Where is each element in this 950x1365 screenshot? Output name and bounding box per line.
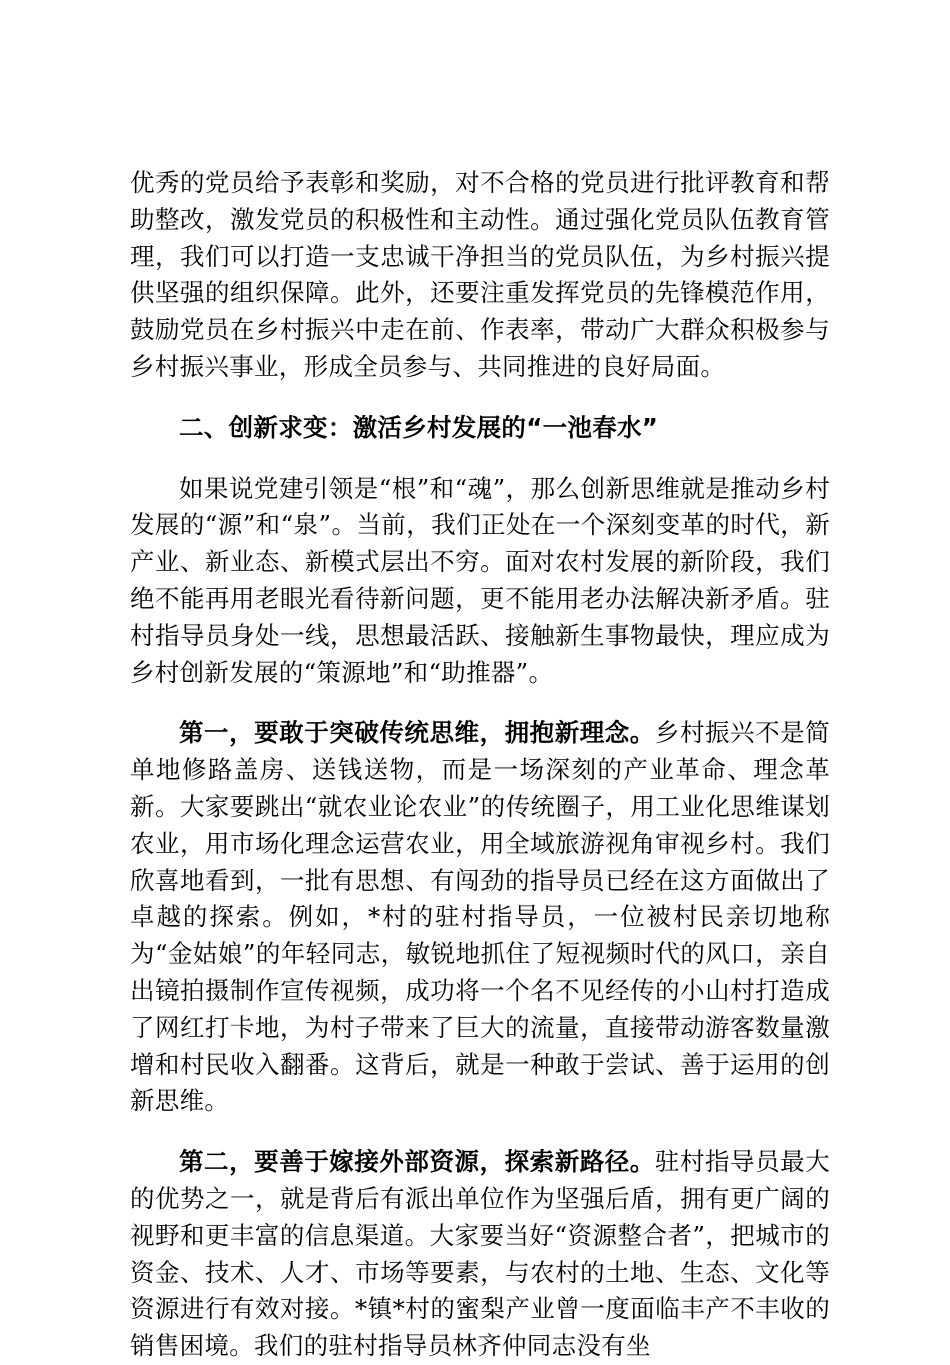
- paragraph-continued: 优秀的党员给予表彰和奖励，对不合格的党员进行批评教育和帮助整改，激发党员的积极性和主动性。通过强化党员队伍教育管理，我们可以打造一支忠诚干净担当的党员队伍，为乡村振兴提供坚强的组织保障。此外，还要注重发挥党员的先锋模范作用，鼓励党员在乡村振兴中走在前、作表率，带动广大群众积极参与乡村振兴事业，形成全员参与、共同推进的良好局面。: [130, 168, 830, 381]
- section-heading: 二、创新求变：激活乡村发展的“一池春水”: [179, 412, 659, 442]
- point-1-body: 乡村振兴不是简单地修路盖房、送钱送物，而是一场深刻的产业革命、理念革新。大家要跳出“就农业论农业”的传统圈子，用工业化思维谋划农业，用市场化理念运营农业，用全域旅游视角审视乡村。我们欣喜地看到，一批有思想、有闯劲的指导员已经在这方面做出了卓越的探索。例如，*村的驻村指导员，一位被村民亲切地称为“金姑娘”的年轻同志，敏锐地抓住了短视频时代的风口，亲自出镜拍摄制作宣传视频，成功将一个名不见经传的小山村打造成了网红打卡地，为村子带来了巨大的流量，直接带动游客数量激增和村民收入翻番。这背后，就是一种敢于尝试、善于运用的创新思维。: [130, 718, 830, 1116]
- document-page: [130, 165, 830, 1365]
- paragraph-point-1: [130, 715, 830, 1120]
- paragraph-point-2: [130, 1144, 830, 1365]
- point-2-body: 驻村指导员最大的优势之一，就是背后有派出单位作为坚强后盾，拥有更广阔的视野和更丰富的信息渠道。大家要当好“资源整合者”，把城市的资金、技术、人才、市场等要素，与农村的土地、生态、文化等资源进行有效对接。*镇*村的蜜梨产业曾一度面临丰产不丰收的销售困境。我们的驻村指导员林齐仲同志没有坐: [130, 1147, 830, 1361]
- point-1-lead: 第一，要敢于突破传统思维，拥抱新理念。: [179, 718, 655, 748]
- point-2-lead: 第二，要善于嫁接外部资源，探索新路径。: [179, 1147, 655, 1177]
- paragraph-intro: 如果说党建引领是“根”和“魂”，那么创新思维就是推动乡村发展的“源”和“泉”。当前，我们正处在一个深刻变革的时代，新产业、新业态、新模式层出不穷。面对农村发展的新阶段，我们绝不能再用老眼光看待新问题，更不能用老办法解决新矛盾。驻村指导员身处一线，思想最活跃、接触新生事物最快，理应成为乡村创新发展的“策源地”和“助推器”。: [130, 473, 830, 687]
